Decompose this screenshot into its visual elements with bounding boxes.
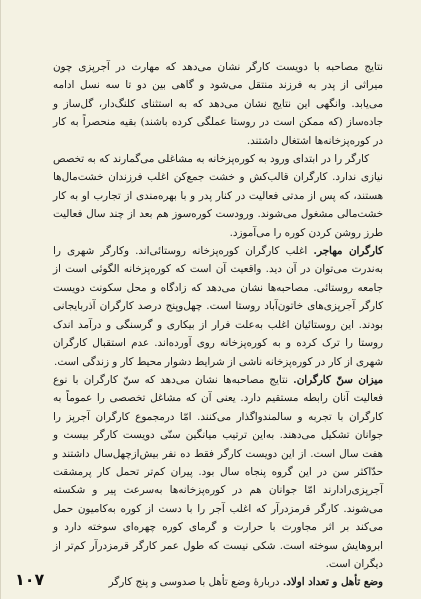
paragraph-1-text: نتایج مصاحبه با دویست کارگر نشان می‌دهد که مهارت در آجرپزی چون میراثی از پدر به فرزند منتقل می‌شود و گاهی بین دو تا سه نسل ادامه می‌یابد. وانگهی این نتایج نشان می‌دهد که به استثنای کلنگ‌دار، گل‌ساز و جاده‌ساز (که ممکن است در روستا عملگی کرده باشند) بقیه منحصراً به کار در کوره‌پزخانه‌ها اشتغال داشتند. xyxy=(53,61,383,147)
paragraph-2-text: کارگر را در ابتدای ورود به کوره‌پزخانه به مشاغلی می‌گمارند که به تخصص نیازی ندارد. کارگران قالب‌کش و خشت جمع‌کن اغلب فرزندان خشت‌مال‌ها هستند، که پس از مدتی فعالیت در کنار پدر و با بهره‌مندی از تجارب او به کار خشت‌مالی مشغول می‌شوند. ورودست کوره‌سوز هم بعد از چند سال فعالیت طرز روشن کردن کوره را می‌آموزد. xyxy=(53,153,383,239)
paragraph-3-text: اغلب کارگران کوره‌پزخانه روستائی‌اند. وکارگر شهری را به‌ندرت می‌توان در آن دید. واقعیت آن است که کوره‌پزخانه الگوئی است از جامعه روستائی. مصاحبه‌ها نشان می‌دهد که زادگاه و محل سکونت دویست کارگر آجرپزی‌های خاتون‌آباد روستا است. چهل‌وپنج درصد کارگران آذربایجانی بودند. این روستائیان اغلب به‌علت فرار از بیکاری و گرسنگی و درآمد اندک روستا را ترک کرده و به کوره‌پزخانه روی آورده‌اند. عدم استقبال کارگران شهری از کار در کوره‌پزخانه ناشی از شرایط دشوار محیط کار و زندگی است. xyxy=(53,245,383,368)
body-text xyxy=(53,58,383,592)
paragraph-2 xyxy=(53,150,383,242)
page-number: ۱۰۷ xyxy=(15,570,45,589)
paragraph-marital-status xyxy=(53,573,383,591)
paragraph-5-text: دربارهٔ وضع تأهل با صدوسی و پنج کارگر xyxy=(108,576,280,589)
heading-marital-status: وضع تأهل و تعداد اولاد. xyxy=(282,576,383,589)
heading-worker-age: میزان سنّ کارگران. xyxy=(293,373,383,386)
heading-migrant-workers: کارگران مهاجر. xyxy=(313,245,383,258)
paragraph-1 xyxy=(53,58,383,150)
paragraph-migrant-workers xyxy=(53,242,383,371)
paragraph-4-text: نتایج مصاحبه‌ها نشان می‌دهد که سنّ کارگران با نوع فعالیت آنان رابطه مستقیم دارد. یعنی آن که مشاغل تخصصی را عموماً به کارگران با تجربه و سالمندواگذار می‌کنند. امّا درمجموع کارگران آجرپز را جوانان تشکیل می‌دهند. به‌این ترتیب میانگین سنّی دویست کارگر بیست و هفت سال است. از این دویست کارگر فقط ده نفر بیش‌ازچهل‌سال داشتند و حدّاکثر سن در این گروه پنجاه سال بود. پیران کم‌تر تحمل کار پرمشقت آجرپزی‌رادارند امّا جوانان هم در کوره‌پزخانه‌ها به‌سرعت پیر و شکسته می‌شوند. کارگر قرمزدرآر که اغلب آجر را با دست از کوره به‌کامیون حمل می‌کند بر اثر مجاورت با حرارت و گرمای کوره چهره‌ای سوخته دارد و ابروهایش سوخته است. شکی نیست که طول عمر کارگر قرمزدرآر کم‌تر از دیگران است. xyxy=(53,373,383,570)
paragraph-worker-age xyxy=(53,371,383,573)
